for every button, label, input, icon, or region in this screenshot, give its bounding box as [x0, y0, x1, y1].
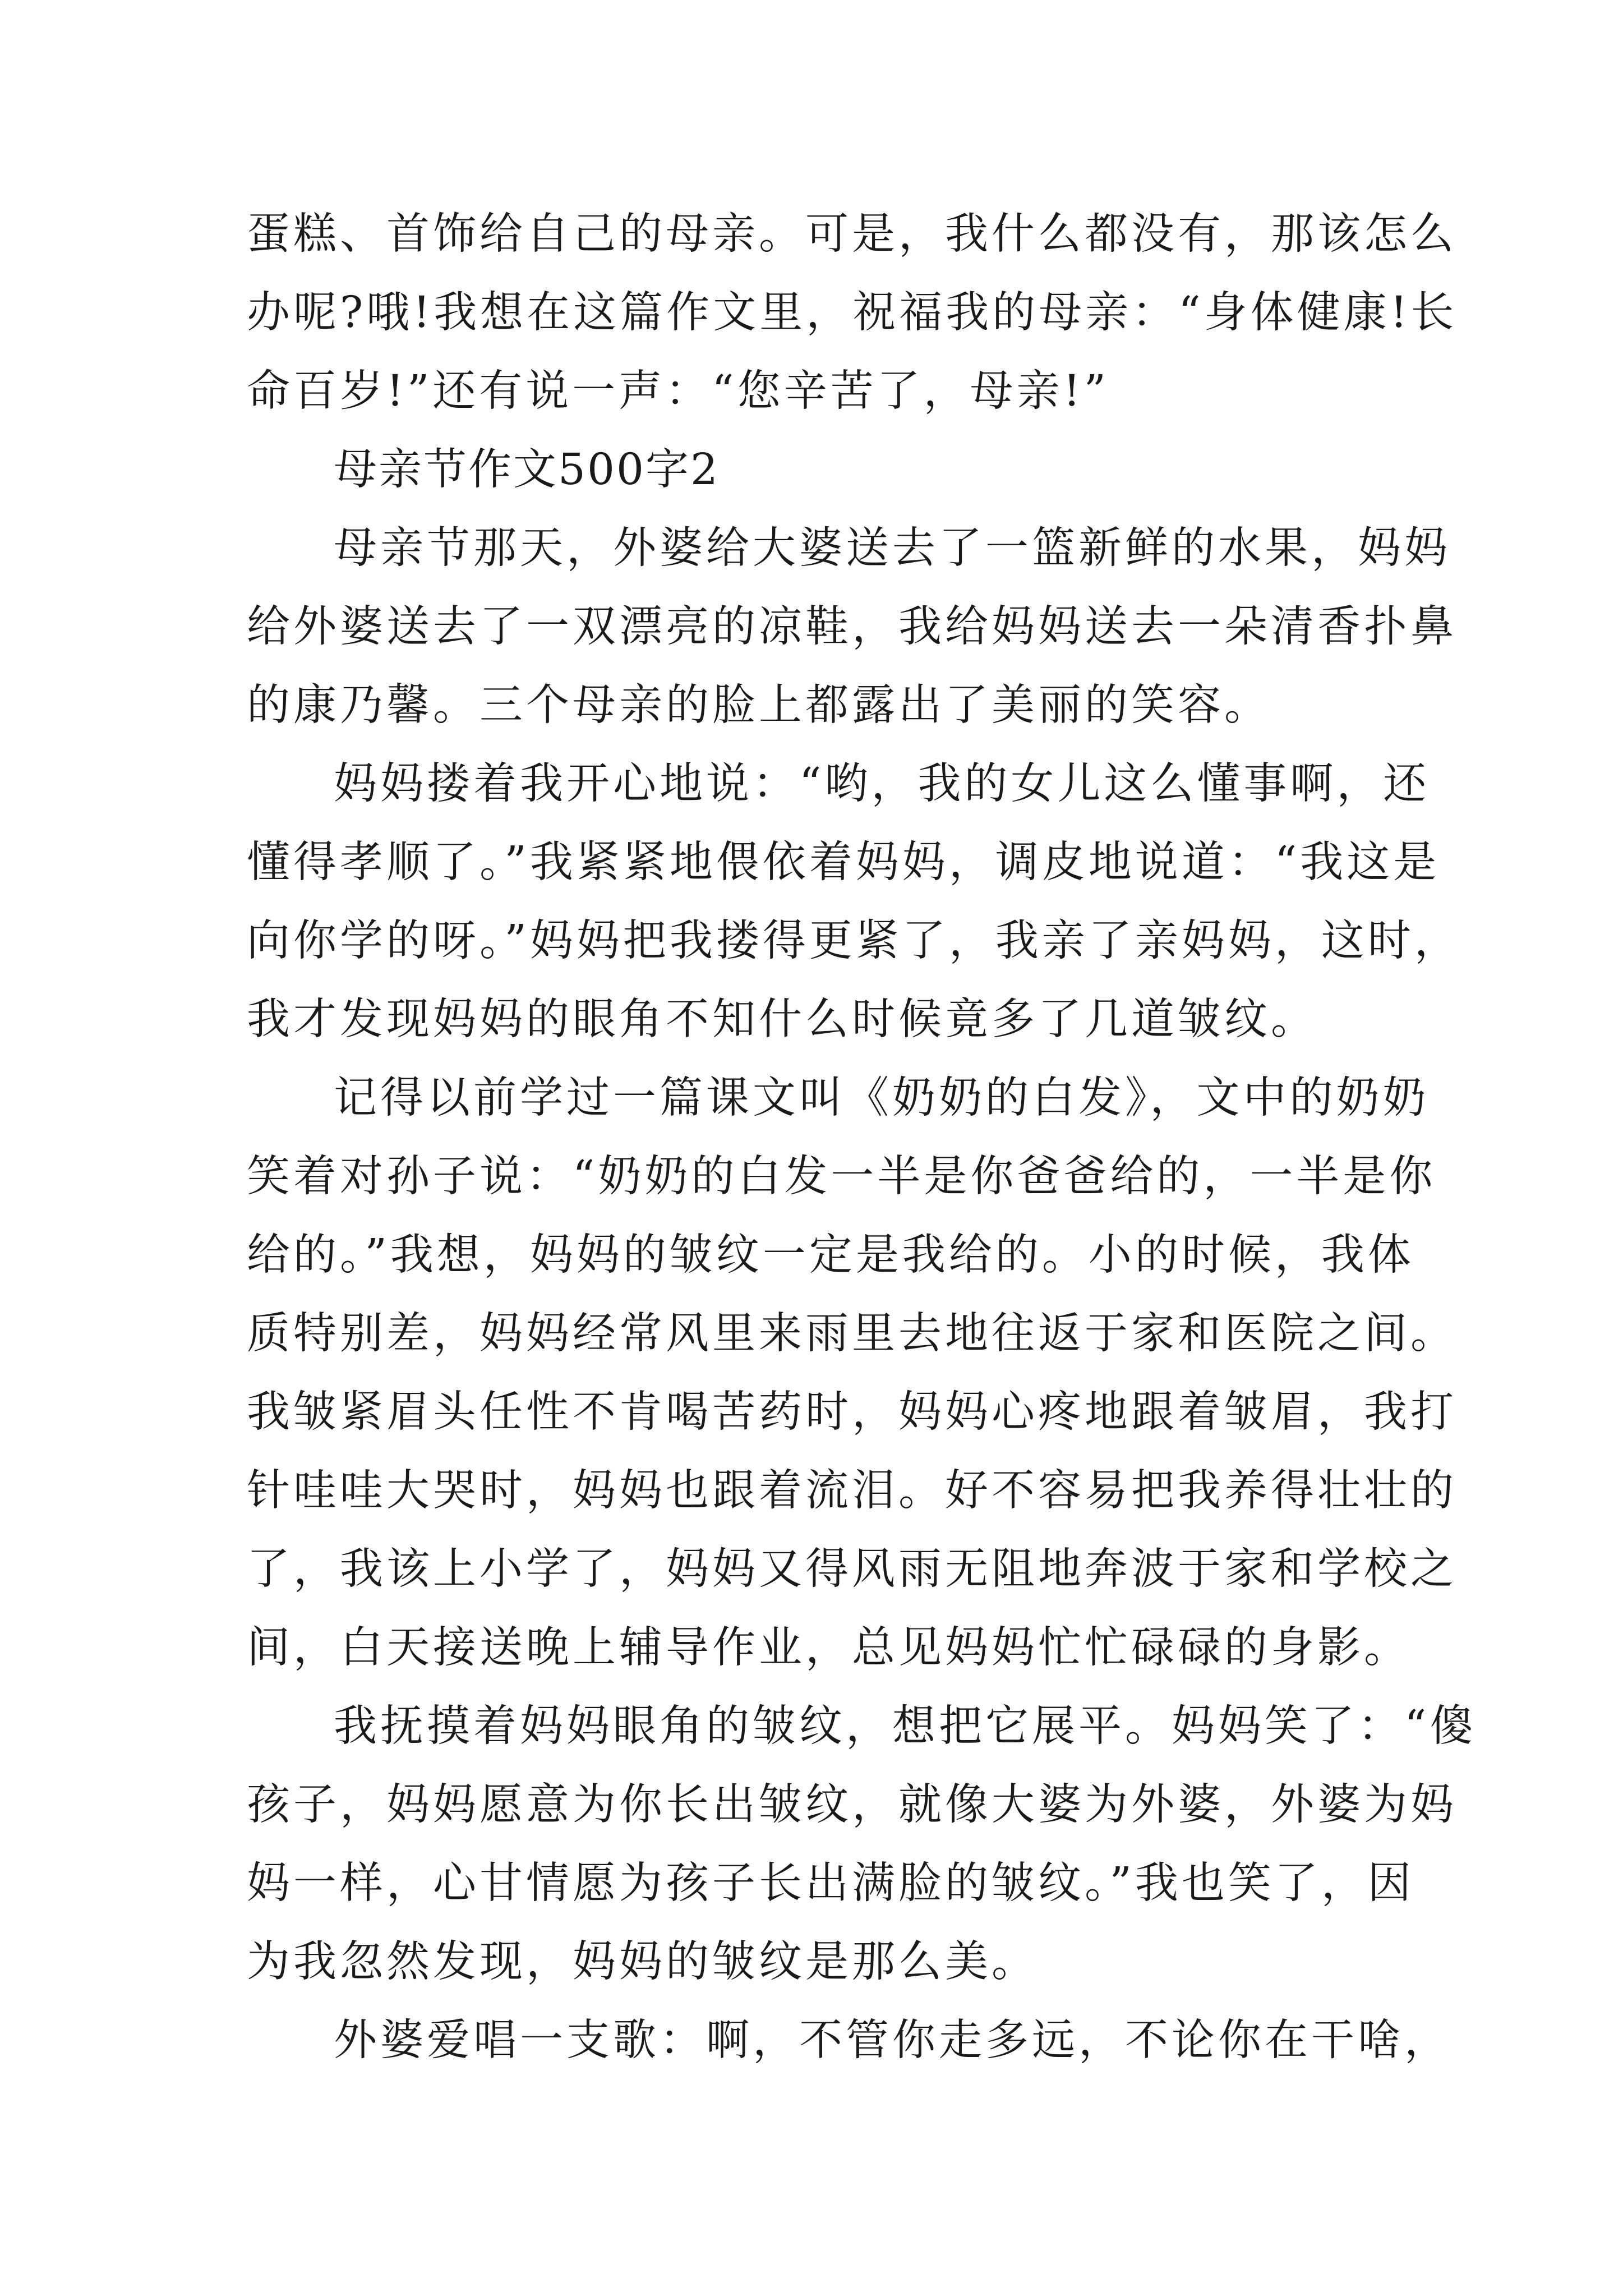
- text-line: 外婆爱唱一支歌：啊，不管你走多远，不论你在干啥，: [334, 2016, 1451, 2065]
- text-line: 孩子，妈妈愿意为你长出皱纹，就像大婆为外婆，外婆为妈: [247, 1780, 1457, 1830]
- text-line: 办呢?哦!我想在这篇作文里，祝福我的母亲：“身体健康!长: [247, 288, 1458, 338]
- text-line: 我才发现妈妈的眼角不知什么时候竟多了几道皱纹。: [247, 995, 1317, 1045]
- text-line: 我皱紧眉头任性不肯喝苦药时，妈妈心疼地跟着皱眉，我打: [247, 1387, 1457, 1437]
- text-line: 给的。”我想，妈妈的皱纹一定是我给的。小的时候，我体: [247, 1230, 1414, 1280]
- text-line: 蛋糕、首饰给自己的母亲。可是，我什么都没有，那该怎么: [247, 209, 1457, 259]
- text-line: 我抚摸着妈妈眼角的皱纹，想把它展平。妈妈笑了：“傻: [334, 1701, 1477, 1751]
- text-line: 妈一样，心甘情愿为孩子长出满脸的皱纹。”我也笑了，因: [247, 1858, 1414, 1908]
- text-line: 母亲节那天，外婆给大婆送去了一篮新鲜的水果，妈妈: [334, 523, 1451, 573]
- text-line: 命百岁!”还有说一声：“您辛苦了，母亲!”: [247, 366, 1109, 416]
- text-line: 记得以前学过一篇课文叫《奶奶的白发》，文中的奶奶: [334, 1073, 1430, 1123]
- text-line: 质特别差，妈妈经常风里来雨里去地往返于家和医院之间。: [247, 1309, 1457, 1359]
- text-line: 针哇哇大哭时，妈妈也跟着流泪。好不容易把我养得壮壮的: [247, 1466, 1457, 1516]
- text-line: 了，我该上小学了，妈妈又得风雨无阻地奔波于家和学校之: [247, 1544, 1457, 1594]
- section-heading: 母亲节作文500字2: [334, 445, 720, 495]
- text-line: 为我忽然发现，妈妈的皱纹是那么美。: [247, 1937, 1038, 1987]
- text-line: 的康乃馨。三个母亲的脸上都露出了美丽的笑容。: [247, 680, 1271, 730]
- text-line: 给外婆送去了一双漂亮的凉鞋，我给妈妈送去一朵清香扑鼻: [247, 602, 1457, 652]
- text-line: 懂得孝顺了。”我紧紧地偎依着妈妈，调皮地说道：“我这是: [247, 838, 1440, 887]
- text-line: 间，白天接送晚上辅导作业，总见妈妈忙忙碌碌的身影。: [247, 1623, 1410, 1673]
- text-line: 妈妈搂着我开心地说：“哟，我的女儿这么懂事啊，还: [334, 759, 1430, 809]
- text-line: 向你学的呀。”妈妈把我搂得更紧了，我亲了亲妈妈，这时，: [247, 916, 1461, 966]
- text-line: 笑着对孙子说：“奶奶的白发一半是你爸爸给的，一半是你: [247, 1152, 1436, 1202]
